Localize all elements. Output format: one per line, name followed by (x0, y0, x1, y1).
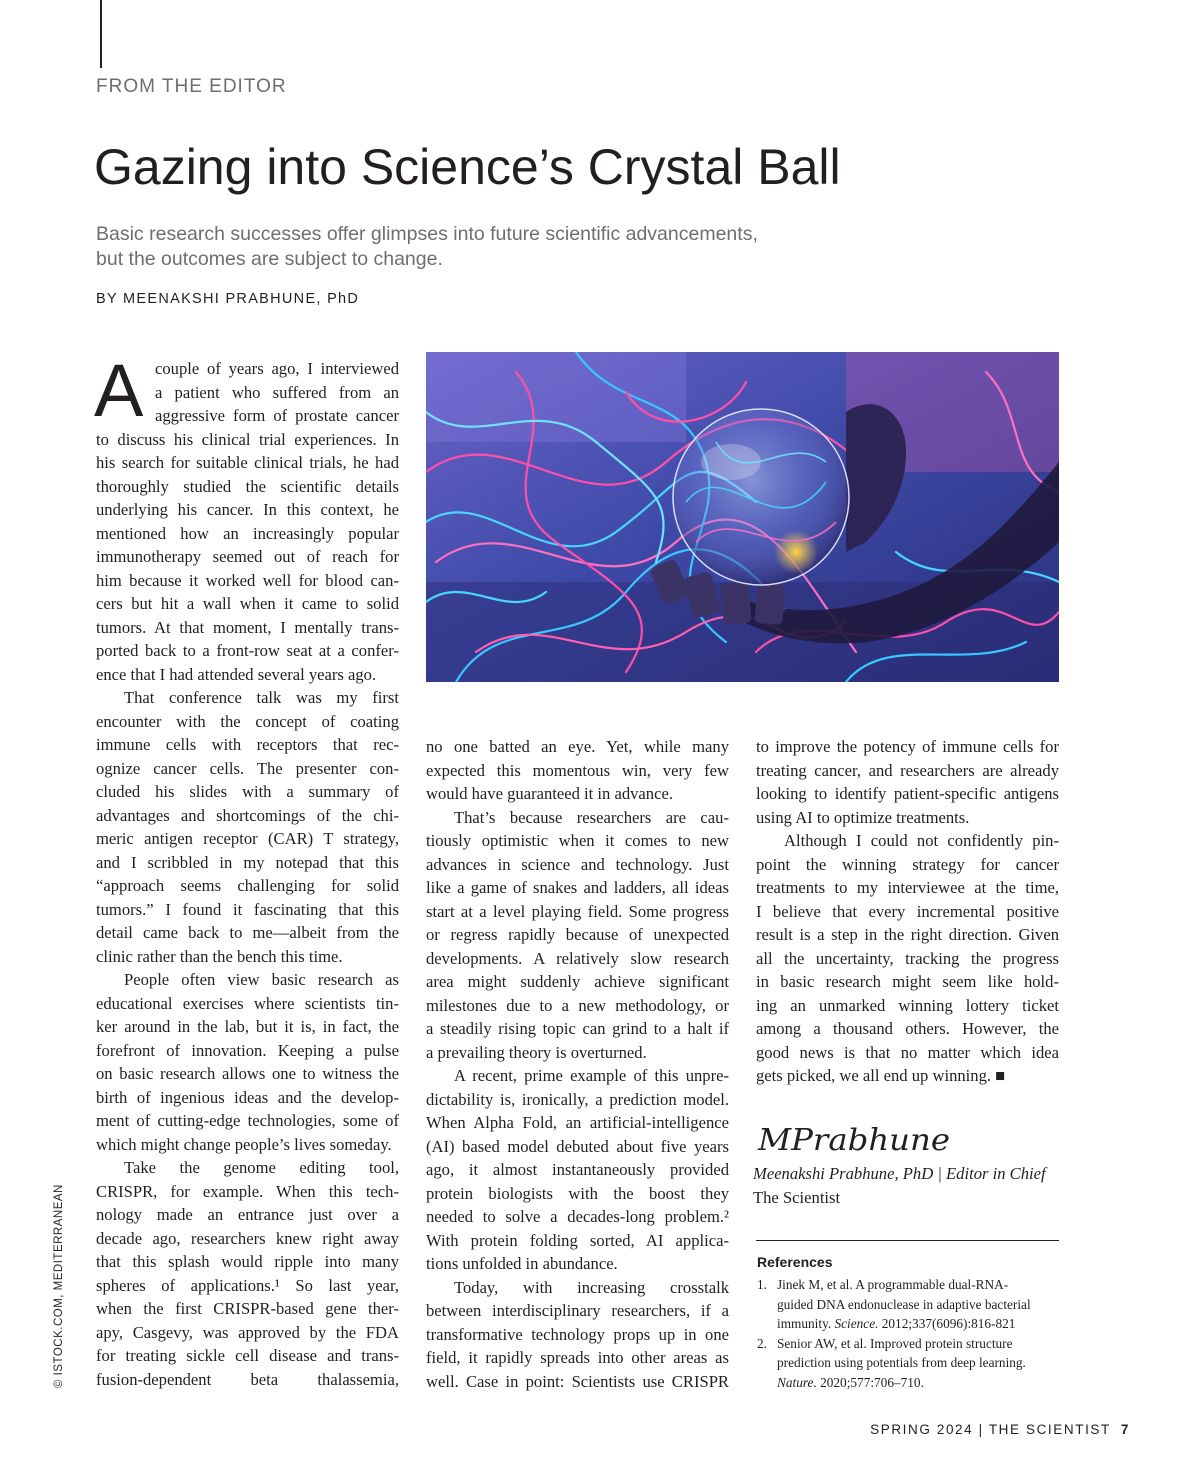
text-line: fusion-dependent beta thalassemia, (96, 1369, 399, 1389)
text-line: forefront of innovation. Keeping a pulse (96, 1040, 399, 1060)
text-line: a steadily rising topic can grind to a halt if (426, 1019, 729, 1038)
text-line: ment of cutting-edge technologies, some of (96, 1111, 399, 1130)
text-line: I believe that every incremental positive (756, 901, 1059, 921)
text-line: (AI) based model debuted about five years (426, 1136, 729, 1156)
text-line: result is a step in the right direction. Given (756, 925, 1059, 944)
crystal-ball-illustration (426, 352, 1059, 682)
text-line: immunotherapy seemed out of reach for (96, 547, 399, 566)
text-line: encounter with the concept of coating (96, 711, 399, 731)
text-line: ing an unmarked winning lottery ticket (756, 995, 1059, 1015)
text-line: expected this momentous win, very few (426, 760, 729, 780)
text-line: like a game of snakes and ladders, all ideas (426, 878, 729, 897)
text-line: That conference talk was my first (124, 688, 399, 707)
text-line: area might suddenly achieve significant (426, 972, 729, 991)
reference-line: prediction using potentials from deep learning. (777, 1355, 1026, 1370)
text-line: a prevailing theory is overturned. (426, 1042, 647, 1062)
text-line: nology made an entrance just over a (96, 1205, 399, 1224)
text-line: on basic research allows one to witness the (96, 1064, 399, 1083)
text-line: gets picked, we all end up winning. ■ (756, 1066, 1006, 1085)
text-line: his search for suitable clinical trials, he had (96, 453, 399, 472)
text-line: protein biologists with the boost they (426, 1183, 729, 1203)
references-divider (756, 1240, 1059, 1241)
handwritten-signature (756, 1118, 956, 1165)
text-line: cers but hit a wall when it came to solid (96, 594, 399, 613)
text-line: tions unfolded in abundance. (426, 1254, 618, 1273)
reference-text: immunity. (777, 1316, 835, 1331)
text-line: treating cancer, and researchers are already (756, 760, 1059, 780)
text-line: well. Case in point: Scientists use CRISPR (426, 1371, 729, 1391)
text-line: “approach seems challenging for solid (96, 876, 399, 895)
text-line: which might change people’s lives someday. (96, 1134, 392, 1154)
reference-item (757, 1334, 1067, 1393)
text-line: point the winning strategy for cancer (756, 854, 1059, 874)
text-line: mentioned how an increasingly popular (96, 523, 399, 543)
text-line: spheres of applications.¹ So last year, (96, 1275, 399, 1295)
text-line: all the uncertainty, tracking the progress (756, 948, 1059, 968)
text-line: aggressive form of prostate cancer (155, 406, 399, 425)
text-line: using AI to optimize treatments. (756, 807, 970, 827)
text-line: ago, it almost instantaneously provided (426, 1160, 729, 1179)
text-line: and I scribbled in my notepad that this (96, 852, 399, 872)
text-line: With protein folding sorted, AI applica- (426, 1230, 729, 1250)
page-number: 7 (1120, 1422, 1130, 1437)
text-line: When Alpha Fold, an artificial-intelligence (426, 1113, 729, 1132)
article-subtitle (96, 222, 896, 272)
text-line: meric antigen receptor (CAR) T strategy, (96, 829, 399, 848)
text-line: tiously optimistic when it comes to new (426, 831, 729, 850)
text-line: A recent, prime example of this unpre- (454, 1066, 729, 1085)
subtitle-line: but the outcomes are subject to change. (96, 248, 443, 270)
text-line: transformative technology props up in one (426, 1324, 729, 1344)
reference-line: Senior AW, et al. Improved protein structure (777, 1335, 1013, 1351)
text-line: developments. A relatively slow research (426, 948, 729, 968)
signature-image (756, 1118, 956, 1160)
crystal-ball-photo (426, 352, 1059, 682)
text-line: looking to identify patient-specific antigens (756, 784, 1059, 803)
text-line: ported back to a front-row seat at a confer- (96, 641, 399, 660)
text-line: for treating sickle cell disease and trans- (96, 1346, 399, 1365)
text-line: advantages and shortcomings of the chi- (96, 805, 399, 825)
text-line: advances in science and technology. Just (426, 854, 729, 874)
text-line: clinic rather than the bench this time. (96, 946, 343, 966)
reference-line: Jinek M, et al. A programmable dual-RNA- (777, 1277, 1009, 1292)
text-line: underlying his cancer. In this context, he (96, 500, 399, 519)
text-line: or regress rapidly because of unexpected (426, 925, 729, 944)
text-line: ker around in the lab, but it is, in fact, the (96, 1017, 399, 1036)
reference-journal: Nature. (777, 1374, 817, 1390)
page-footer (870, 1422, 1130, 1437)
article-title: Gazing into Science’s Crystal Ball (94, 139, 841, 195)
text-line: field, it rapidly spreads into other areas as (426, 1348, 729, 1367)
subtitle-line: Basic research successes offer glimpses into future scientific advancements, (96, 223, 758, 245)
reference-line (777, 1314, 1067, 1334)
reference-citation: 2012;337(6096):816-821 (878, 1316, 1016, 1331)
article-column-2 (426, 735, 729, 1393)
text-line: ence that I had attended several years ago. (96, 664, 377, 684)
text-line: ognize cancer cells. The presenter con- (96, 758, 399, 778)
reference-item (757, 1275, 1067, 1334)
article-column-3 (756, 735, 1059, 1088)
text-line: decade ago, researchers knew right away (96, 1228, 399, 1248)
text-line: apy, Casgevy, was approved by the FDA (96, 1322, 399, 1342)
text-line: That’s because researchers are cau- (454, 807, 729, 827)
text-line: no one batted an eye. Yet, while many (426, 737, 729, 756)
text-line: in basic research might seem like hold- (756, 972, 1059, 991)
signer-name-title: Meenakshi Prabhune, PhD | Editor in Chief (753, 1164, 1046, 1183)
text-line: Today, with increasing crosstalk (454, 1277, 729, 1297)
footer-issue: SPRING 2024 | THE SCIENTIST (870, 1422, 1111, 1437)
text-line: milestones due to a new methodology, or (426, 995, 729, 1015)
reference-journal: Science. (834, 1316, 879, 1331)
text-line: among a thousand others. However, the (756, 1019, 1059, 1038)
reference-number: 2. (757, 1335, 767, 1351)
text-line: cluded his slides with a summary of (96, 782, 399, 801)
text-line: detail came back to me—albeit from the (96, 923, 399, 942)
text-line: People often view basic research as (124, 970, 399, 989)
text-line: him because it worked well for blood can- (96, 570, 399, 590)
text-line: tumors.” I found it fascinating that this (96, 899, 399, 919)
text-line: would have guaranteed it in advance. (426, 784, 673, 803)
text-line: educational exercises where scientists tin- (96, 993, 399, 1013)
text-line: birth of ingenious ideas and the develop- (96, 1087, 399, 1107)
text-line: thoroughly studied the scientific details (96, 476, 399, 496)
text-line: dictability is, ironically, a prediction model. (426, 1089, 729, 1109)
signature-lettering: MPrabhune (756, 1123, 950, 1158)
text-line: needed to solve a decades-long problem.² (426, 1207, 729, 1226)
text-line: start at a level playing field. Some progress (426, 901, 729, 921)
text-line: treatments to my interviewee at the time, (756, 878, 1059, 897)
text-line: tumors. At that moment, I mentally trans- (96, 617, 399, 637)
references-list (757, 1275, 1067, 1392)
text-line: between interdisciplinary researchers, if a (426, 1301, 729, 1320)
photo-credit: © ISTOCK.COM, MEDITERRANEAN (53, 1184, 65, 1388)
reference-line: guided DNA endonuclease in adaptive bacterial (777, 1296, 1031, 1312)
text-line: to discuss his clinical trial experiences. In (96, 429, 399, 449)
text-line: Although I could not confidently pin- (784, 831, 1059, 850)
references-heading: References (757, 1254, 833, 1270)
reference-number: 1. (757, 1277, 767, 1292)
text-line: CRISPR, for example. When this tech- (96, 1181, 399, 1201)
reference-line (777, 1373, 1067, 1393)
top-rule (100, 0, 102, 68)
drop-cap: A (94, 349, 144, 432)
signer-publication: The Scientist (753, 1188, 841, 1207)
reference-citation: 2020;577:706–710. (816, 1374, 924, 1390)
text-line: to improve the potency of immune cells for (756, 737, 1059, 756)
byline: BY MEENAKSHI PRABHUNE, PhD (96, 291, 360, 307)
text-line: when the first CRISPR-based gene ther- (96, 1299, 399, 1318)
text-line: Take the genome editing tool, (124, 1158, 399, 1177)
text-line: immune cells with receptors that rec- (96, 735, 399, 754)
text-line: couple of years ago, I interviewed (155, 359, 399, 378)
section-label: FROM THE EDITOR (96, 76, 287, 97)
text-line: that this splash would ripple into many (96, 1252, 399, 1271)
text-line: good news is that no matter which idea (756, 1042, 1059, 1062)
text-line: a patient who suffered from an (155, 382, 399, 402)
article-column-1 (96, 357, 399, 1391)
